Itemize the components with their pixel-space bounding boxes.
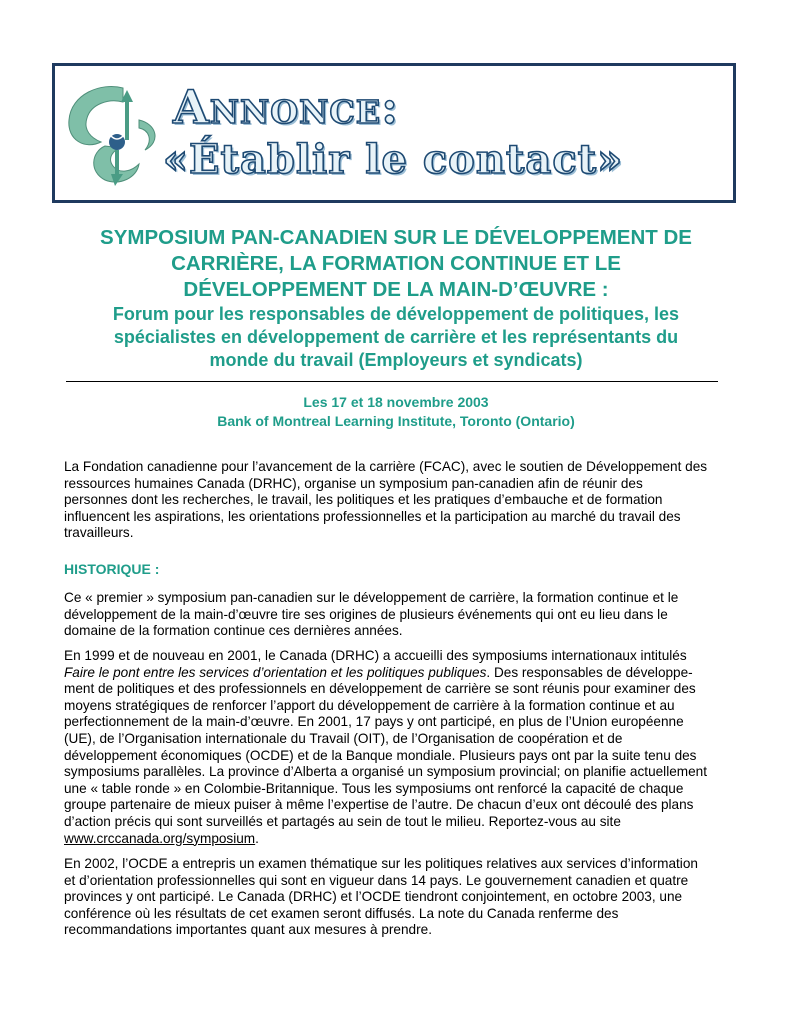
text-line: d’action précis qui sont surveillés et partagés au sein de tout le milieu. Reportez-vous au site <box>64 813 621 829</box>
text-line: ressources humaines Canada (DRHC), organise un symposium pan-canadien afin de réunir des <box>64 475 643 491</box>
text-line: développement économiques (OCDE) et de la Banque mondiale. Plusieurs pays ont par la suite tenu des <box>64 747 697 763</box>
text-line: domaine de la formation continue ces dernières années. <box>64 623 403 639</box>
historique-paragraph-2 <box>64 648 732 847</box>
text-line <box>64 831 732 848</box>
banner-title-line-2: «Établir le contact» <box>163 136 624 183</box>
announcement-banner <box>52 63 736 203</box>
headline-line: CARRIÈRE, LA FORMATION CONTINUE ET LE <box>171 252 621 275</box>
headline-line: SYMPOSIUM PAN-CANADIEN SUR LE DÉVELOPPEMENT DE <box>100 226 692 249</box>
text-fragment: . Des responsables de développe- <box>486 664 693 680</box>
symposium-title-italic: Faire le pont entre les services d’orientation et les politiques publiques <box>64 664 487 680</box>
event-venue: Bank of Montreal Learning Institute, Toronto (Ontario) <box>217 413 575 429</box>
text-line: Ce « premier » symposium pan-canadien sur le développement de carrière, la formation continue et le <box>64 590 679 605</box>
text-line: ment de politiques et des professionnels en développement de carrière se sont réunis pour examiner des <box>64 681 696 697</box>
intro-paragraph <box>64 459 732 542</box>
subheadline-line: monde du travail (Employeurs et syndicats) <box>209 350 583 370</box>
symposium-headline <box>60 225 732 372</box>
text-line: groupe partenaire de mieux puiser à même l’expertise de l’autre. De chacun d’eux ont découlé des plans <box>64 797 694 813</box>
text-line <box>64 665 732 682</box>
text-line: recommandations importantes quant aux mesures à prendre. <box>64 922 432 938</box>
text-line: influencent les aspirations, les orientations professionnelles et la participation au marché du travail des <box>64 508 681 524</box>
text-line: perfectionnement de la main-d’œuvre. En 2001, 17 pays y ont participé, en plus de l’Union européenne <box>64 714 684 730</box>
ccdf-logo-icon <box>61 80 165 198</box>
subheadline-line: spécialistes en développement de carrière et les représentants du <box>113 327 679 347</box>
text-line: La Fondation canadienne pour l’avancement de la carrière (FCAC), avec le soutien de Développement des <box>64 459 708 474</box>
text-line: moyens stratégiques de renforcer l’apport du développement de carrière à la formation continue et au <box>64 697 675 713</box>
historique-paragraph-1 <box>64 590 732 640</box>
historique-paragraph-3 <box>64 856 732 939</box>
text-line: personnes dont les recherches, le travail, les politiques et les pratiques d’embauche et de formation <box>64 492 663 508</box>
divider <box>66 381 718 382</box>
text-line: (UE), de l’Organisation internationale du Travail (OIT), de l’Organisation de coopération et de <box>64 730 623 746</box>
symposium-website-link[interactable]: www.crccanada.org/symposium <box>64 830 256 846</box>
text-line: symposiums parallèles. La province d’Alberta a organisé un symposium provincial; on planifie actuellement <box>64 764 708 780</box>
banner-title-line-1: Annonce: <box>173 80 400 134</box>
text-fragment: . <box>255 830 259 846</box>
text-line: et d’orientation professionnelles qui sont en vigueur dans 14 pays. Le gouvernement canadien et quatre <box>64 872 689 888</box>
text-line: conférence où les résultats de cet examen seront diffusés. La note du Canada renferme des <box>64 905 619 921</box>
text-line: En 2002, l’OCDE a entrepris un examen thématique sur les politiques relatives aux services d’information <box>64 856 698 871</box>
text-line: travailleurs. <box>64 525 134 541</box>
event-dates: Les 17 et 18 novembre 2003 <box>303 394 489 410</box>
text-line: En 1999 et de nouveau en 2001, le Canada (DRHC) a accueilli des symposiums internationaux intitulés <box>64 648 687 663</box>
headline-line: DÉVELOPPEMENT DE LA MAIN-D’ŒUVRE : <box>183 278 609 301</box>
text-line: provinces y ont participé. Le Canada (DRHC) et l’OCDE tiendront conjointement, en octobre 2003, une <box>64 889 683 905</box>
text-line: développement de la main-d’œuvre tire ses origines de plusieurs événements qui ont eu lieu dans le <box>64 606 668 622</box>
subheadline-line: Forum pour les responsables de développement de politiques, les <box>112 304 680 324</box>
event-info <box>60 393 732 431</box>
section-heading-historique: HISTORIQUE : <box>64 561 160 577</box>
text-line: une « table ronde » en Colombie-Britannique. Tous les symposiums ont renforcé la capacité de chaque <box>64 780 684 796</box>
